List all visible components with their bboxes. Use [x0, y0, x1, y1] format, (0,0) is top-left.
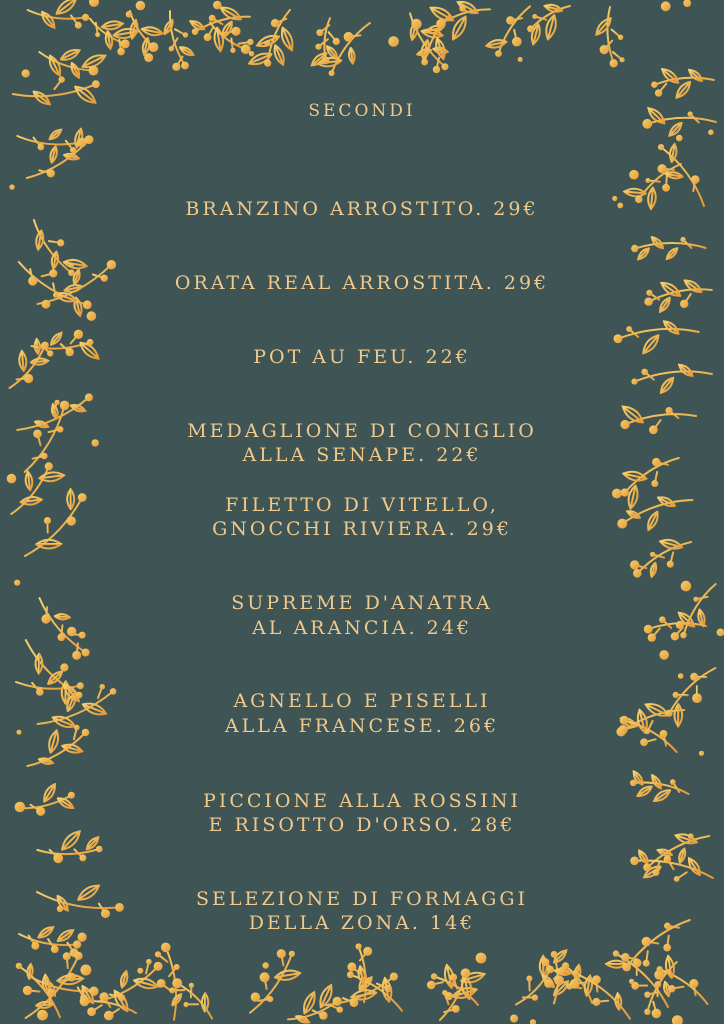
menu-item-line: ALLA FRANCESE. 26€ [224, 715, 500, 737]
menu-item-line: SELEZIONE DI FORMAGGI [195, 888, 529, 910]
section-title: SECONDI [308, 101, 416, 121]
menu-item-line: BRANZINO ARROSTITO. 29€ [185, 198, 539, 220]
menu-item-line: DELLA ZONA. 14€ [248, 912, 476, 934]
menu-item-line: ORATA REAL ARROSTITA. 29€ [174, 272, 550, 294]
menu-item-line: PICCIONE ALLA ROSSINI [203, 790, 521, 812]
menu-item-line: POT AU FEU. 22€ [253, 346, 471, 368]
menu-item-line: AL ARANCIA. 24€ [252, 617, 472, 639]
menu-item-line: GNOCCHI RIVIERA. 29€ [212, 518, 512, 540]
menu-item-line: FILETTO DI VITELLO, [225, 494, 499, 516]
menu-item-line: SUPREME D'ANATRA [231, 592, 493, 614]
menu-item-line: E RISOTTO D'ORSO. 28€ [208, 814, 516, 836]
menu-item-line: ALLA SENAPE. 22€ [242, 444, 482, 466]
menu-content [120, 0, 604, 1024]
menu-item-line: MEDAGLIONE DI CONIGLIO [187, 420, 537, 442]
menu-item-line: AGNELLO E PISELLI [233, 690, 491, 712]
